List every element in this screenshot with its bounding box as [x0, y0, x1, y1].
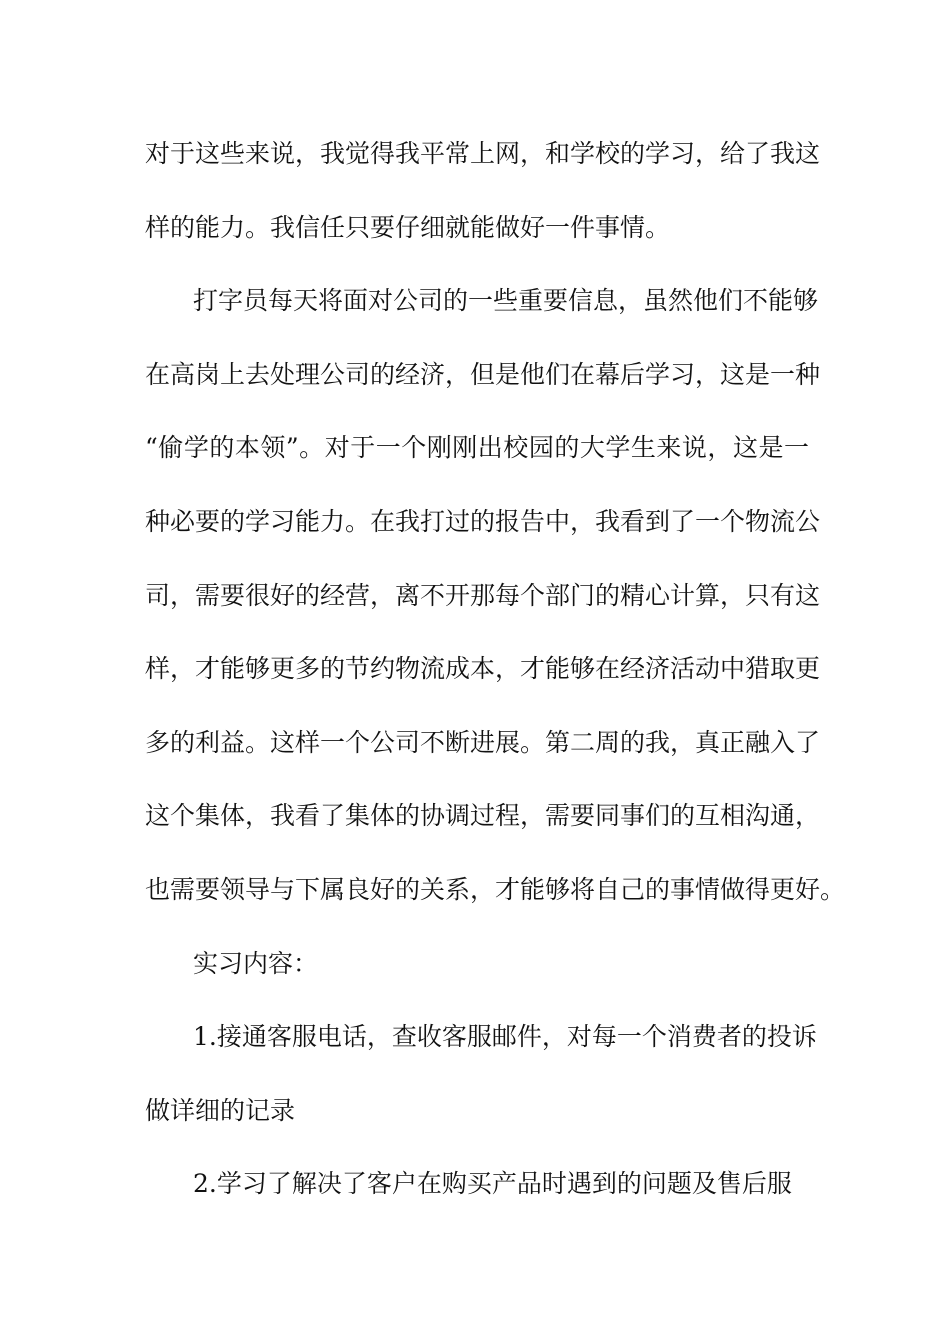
text-line: 这个集体，我看了集体的协调过程，需要同事们的互相沟通，: [145, 801, 821, 831]
list-item: 1.接通客服电话，查收客服邮件，对每一个消费者的投诉: [193, 1022, 817, 1052]
text-line: 在高岗上去处理公司的经济，但是他们在幕后学习，这是一种: [145, 359, 821, 389]
text-line: 多的利益。这样一个公司不断进展。第二周的我，真正融入了: [145, 727, 821, 757]
text-line: 司，需要很好的经营，离不开那每个部门的精心计算，只有这: [145, 580, 821, 610]
text-line: 种必要的学习能力。在我打过的报告中，我看到了一个物流公: [145, 506, 821, 536]
text-line: 打字员每天将面对公司的一些重要信息，虽然他们不能够: [193, 286, 819, 316]
text-line: 样，才能够更多的节约物流成本，才能够在经济活动中猎取更: [145, 654, 821, 684]
text-line: “偷学的本领”。对于一个刚刚出校园的大学生来说，这是一: [145, 433, 809, 463]
text-line: 也需要领导与下属良好的关系，才能够将自己的事情做得更好。: [145, 874, 846, 904]
text-line: 对于这些来说，我觉得我平常上网，和学校的学习，给了我这: [145, 139, 821, 168]
list-item-continuation: 做详细的记录: [145, 1095, 296, 1125]
section-heading: 实习内容：: [193, 948, 319, 978]
list-item: 2.学习了解决了客户在购买产品时遇到的问题及售后服: [193, 1169, 792, 1199]
text-line: 样的能力。我信任只要仔细就能做好一件事情。: [145, 212, 671, 242]
document-body: [145, 117, 846, 1221]
